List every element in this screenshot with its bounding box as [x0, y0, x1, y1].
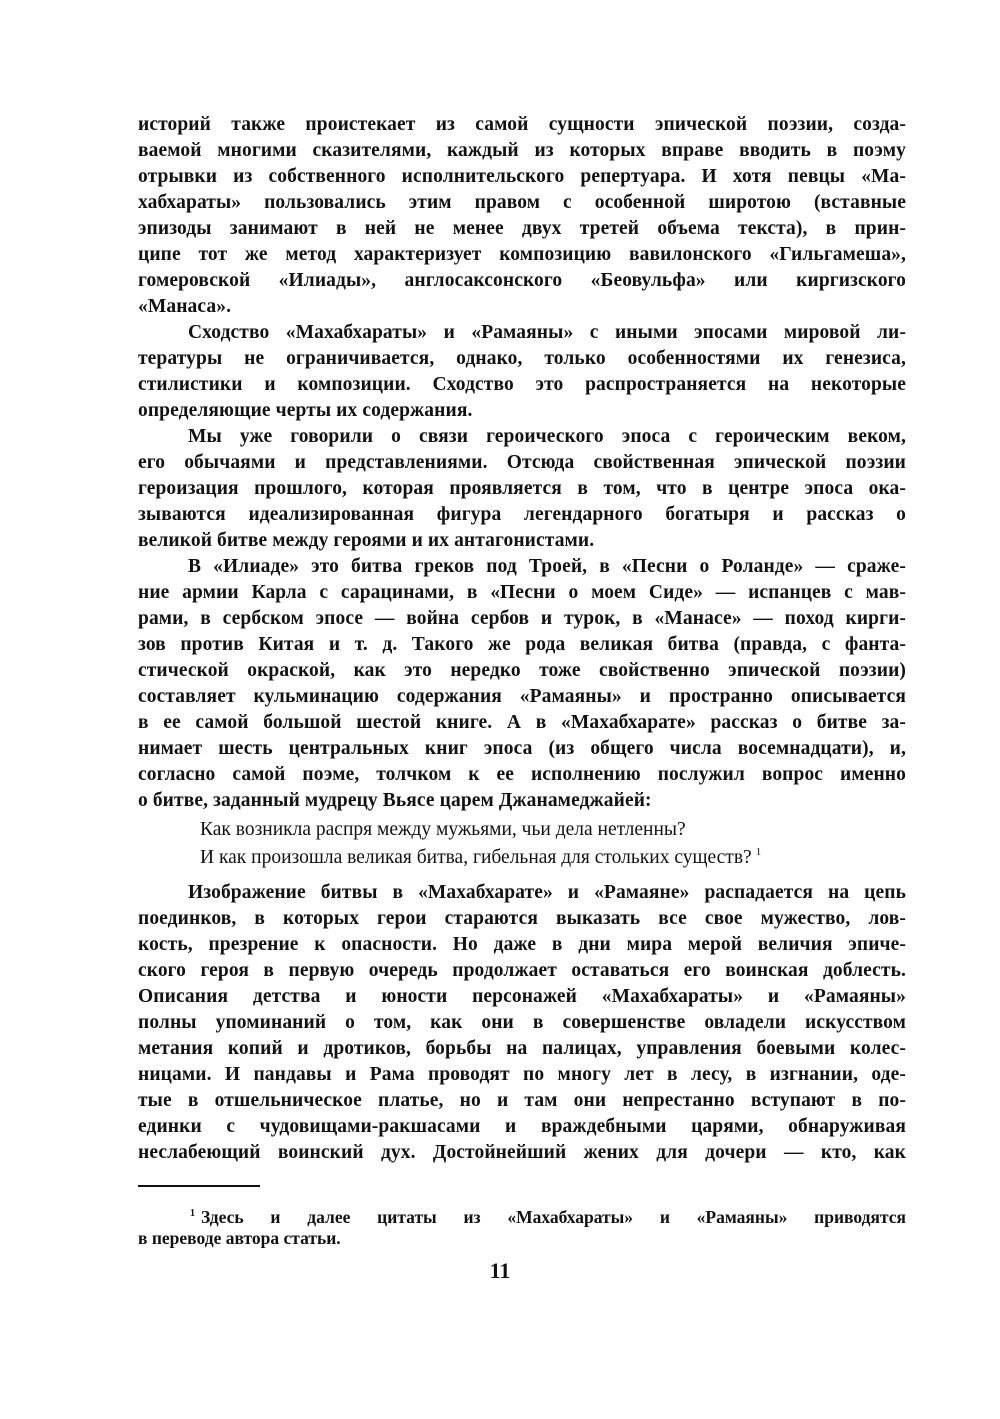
text-line: историй также проистекает из самой сущности эпической поэзии, созда-: [138, 114, 906, 135]
footnote-text: Здесь и далее цитаты из «Махабхараты» и «Рамаяны» приводятся: [201, 1207, 906, 1227]
footnote-mark: 1: [190, 1208, 195, 1219]
text-line: тые в отшельническое платье, но и там они непрестанно вступают в по-: [138, 1090, 906, 1111]
text-line: ваемой многими сказителями, каждый из которых вправе вводить в поэму: [138, 140, 906, 161]
footnote-divider: [138, 1185, 260, 1187]
text-line: ницами. И пандавы и Рама проводят по многу лет в лесу, в изгнании, оде-: [138, 1064, 906, 1085]
text-line: ние армии Карла с сарацинами, в «Песни о моем Сиде» — испанцев с мав-: [138, 582, 906, 603]
text-line: Изображение битвы в «Махабхарате» и «Рамаяне» распадается на цепь: [188, 882, 906, 903]
text-line: неслабеющий воинский дух. Достойнейший жених для дочери — кто, как: [138, 1142, 906, 1163]
footnote-line: в переводе автора статьи.: [138, 1228, 341, 1248]
text-line: единки с чудовищами-ракшасами и враждебными царями, обнаруживая: [138, 1116, 906, 1137]
text-line: В «Илиаде» это битва греков под Троей, в «Песни о Роланде» — сраже-: [188, 556, 906, 577]
page-number: 11: [489, 1258, 511, 1283]
text-line: «Манаса».: [138, 296, 232, 317]
text-line: составляет кульминацию содержания «Рамаяны» и пространно описывается: [138, 686, 906, 707]
footnote-reference: 1: [755, 846, 762, 858]
text-line: о битве, заданный мудрецу Вьясе царем Джанамеджайей:: [138, 790, 652, 811]
footnote-line: [190, 1202, 906, 1229]
text-line: стической окраской, как это нередко тоже свойственно эпической поэзии): [138, 660, 906, 681]
text-line: согласно самой поэме, толчком к ее исполнению послужил вопрос именно: [138, 764, 906, 785]
text-line: великой битве между героями и их антагонистами.: [138, 530, 595, 551]
verse-line: [200, 841, 762, 868]
text-line: Мы уже говорили о связи героического эпоса с героическим веком,: [188, 426, 906, 447]
text-line: нимает шесть центральных книг эпоса (из общего числа восемнадцати), и,: [138, 738, 906, 759]
text-line: Сходство «Махабхараты» и «Рамаяны» с иными эпосами мировой ли-: [188, 322, 906, 343]
text-line: поединков, в которых герои стараются выказать все свое мужество, лов-: [138, 908, 906, 929]
text-line: эпизоды занимают в ней не менее двух третей объема текста), в прин-: [138, 218, 906, 239]
text-line: героизация прошлого, которая проявляется в том, что в центре эпоса ока-: [138, 478, 906, 499]
text-line: Описания детства и юности персонажей «Махабхараты» и «Рамаяны»: [138, 986, 906, 1007]
verse-line-text: И как произошла великая битва, гибельная для стольких существ?: [200, 847, 752, 868]
text-line: кость, презрение к опасности. Но даже в дни мира мерой величия эпиче-: [138, 934, 906, 955]
text-line: в ее самой большой шестой книге. А в «Махабхарате» рассказ о битве за-: [138, 712, 906, 733]
text-line: определяющие черты их содержания.: [138, 400, 473, 421]
text-line: отрывки из собственного исполнительского репертуара. И хотя певцы «Ма-: [138, 166, 906, 187]
text-line: метания копий и дротиков, борьбы на палицах, управления боевыми колес-: [138, 1038, 906, 1059]
text-line: зов против Китая и т. д. Такого же рода великая битва (правда, с фанта-: [138, 634, 906, 655]
text-line: ципе тот же метод характеризует композицию вавилонского «Гильгамеша»,: [138, 244, 906, 265]
verse-line: Как возникла распря между мужьями, чьи дела нетленны?: [200, 819, 686, 840]
text-line: хабхараты» пользовались этим правом с особенной широтою (вставные: [138, 192, 906, 213]
text-line: стилистики и композиции. Сходство это распространяется на некоторые: [138, 374, 906, 395]
text-line: его обычаями и представлениями. Отсюда свойственная эпической поэзии: [138, 452, 906, 473]
text-line: тературы не ограничивается, однако, только особенностями их генезиса,: [138, 348, 906, 369]
text-line: рами, в сербском эпосе — война сербов и турок, в «Манасе» — поход кирги-: [138, 608, 906, 629]
text-line: гомеровской «Илиады», англосаксонского «Беовульфа» или киргизского: [138, 270, 906, 291]
text-line: зываются идеализированная фигура легендарного богатыря и рассказ о: [138, 504, 906, 525]
text-line: полны упоминаний о том, как они в совершенстве овладели искусством: [138, 1012, 906, 1033]
text-line: ского героя в первую очередь продолжает оставаться его воинская доблесть.: [138, 960, 906, 981]
